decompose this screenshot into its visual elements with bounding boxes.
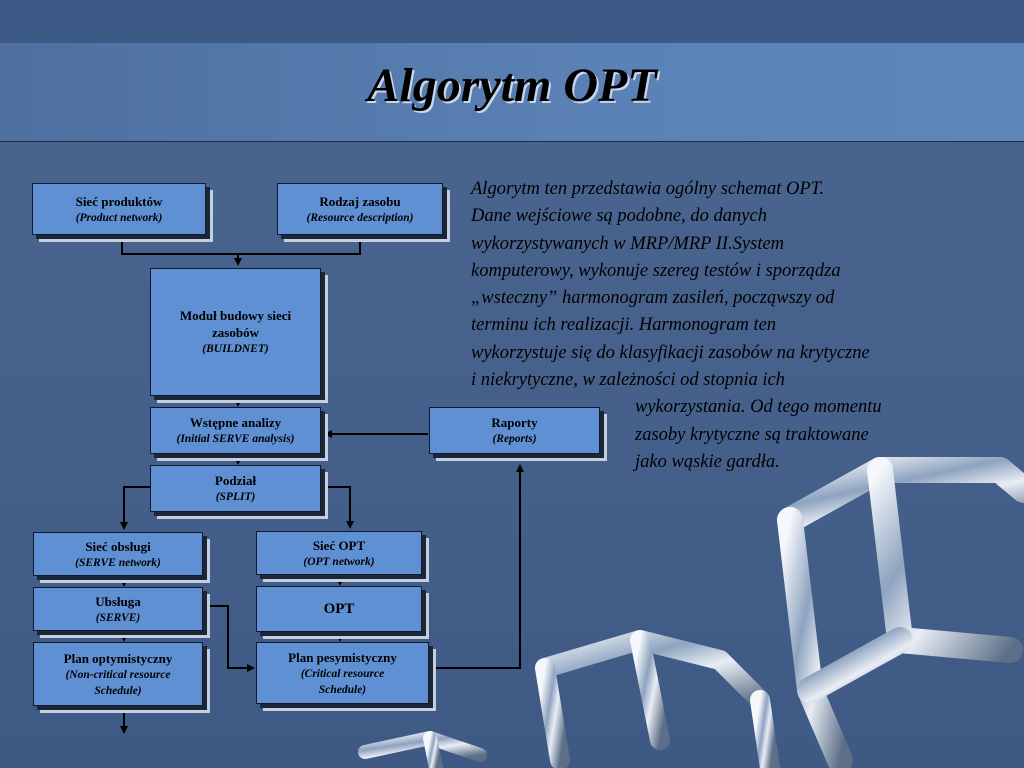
node-label: Podział — [214, 473, 257, 488]
description-line: Dane wejściowe są podobne, do danych — [471, 206, 767, 227]
arrow-serve-to-pessimistic — [205, 606, 253, 668]
arrow-resource-to-buildnet — [238, 240, 360, 254]
node-sublabel: (Non-critical resource Schedule) — [65, 668, 171, 697]
node-split — [150, 465, 321, 512]
node-label: Raporty — [491, 415, 538, 430]
description-line: komputerowy, wykonuje szereg testów i sporządza — [471, 260, 841, 281]
node-label: Sieć produktów — [75, 193, 163, 209]
node-sublabel: (Resource description) — [306, 211, 414, 224]
arrow-split-to-opt-network — [324, 487, 350, 527]
node-sublabel: (OPT network) — [303, 555, 375, 568]
slide-title: Algorytm OPT — [367, 59, 657, 112]
node-resource-description — [277, 183, 443, 235]
node-label: Sieć OPT — [312, 537, 366, 553]
description-line: wykorzystania. Od tego momentu — [635, 397, 882, 418]
node-label: Plan optymistyczny — [63, 650, 173, 666]
node-label: Sieć obsługi — [85, 538, 151, 554]
node-sublabel: (SERVE) — [95, 611, 141, 624]
node-opt-network — [256, 531, 422, 575]
description-line: zasoby krytyczne są traktowane — [635, 424, 869, 445]
node-label: Ubsługa — [95, 593, 141, 609]
node-label: OPT — [323, 600, 355, 617]
node-label: Rodzaj zasobu — [319, 193, 401, 209]
node-label: Plan pesymistyczny — [288, 649, 397, 665]
node-sublabel: (SERVE network) — [75, 556, 161, 569]
node-sublabel: (Reports) — [492, 433, 537, 445]
node-sublabel: (BUILDNET) — [202, 343, 269, 355]
description-line: „wsteczny” harmonogram zasileń, począwszy od — [471, 288, 835, 309]
node-sublabel: (Initial SERVE analysis) — [176, 433, 295, 445]
node-opt — [256, 586, 422, 632]
node-sublabel: (Product network) — [75, 211, 163, 224]
node-buildnet — [150, 268, 321, 396]
node-product-network — [32, 183, 206, 235]
description-line: i niekrytyczne, w zależności od stopnia ich — [471, 370, 785, 391]
node-label: Wstępne analizy — [189, 415, 282, 430]
node-serve-network — [33, 532, 203, 576]
node-sublabel: (SPLIT) — [215, 491, 256, 503]
node-pessimistic-plan — [256, 642, 429, 704]
description-text — [471, 176, 991, 476]
node-initial-serve — [150, 407, 321, 454]
arrow-product-to-buildnet — [122, 240, 238, 264]
node-sublabel: (Critical resource Schedule) — [300, 667, 385, 696]
description-line: Algorytm ten przedstawia ogólny schemat OPT. — [471, 179, 825, 199]
arrow-split-to-serve-network — [124, 487, 150, 528]
description-line: wykorzystuje się do klasyfikacji zasobów na krytyczne — [471, 342, 870, 363]
node-serve — [33, 587, 203, 631]
description-line: terminu ich realizacji. Harmonogram ten — [471, 315, 777, 336]
arrow-pessimistic-to-reports — [431, 466, 520, 668]
node-optimistic-plan — [33, 642, 203, 706]
node-label: Moduł budowy sieci zasobów — [179, 308, 292, 340]
description-line: wykorzystywanych w MRP/MRP II.System — [471, 233, 785, 254]
description-line: jako wąskie gardła. — [635, 451, 780, 472]
